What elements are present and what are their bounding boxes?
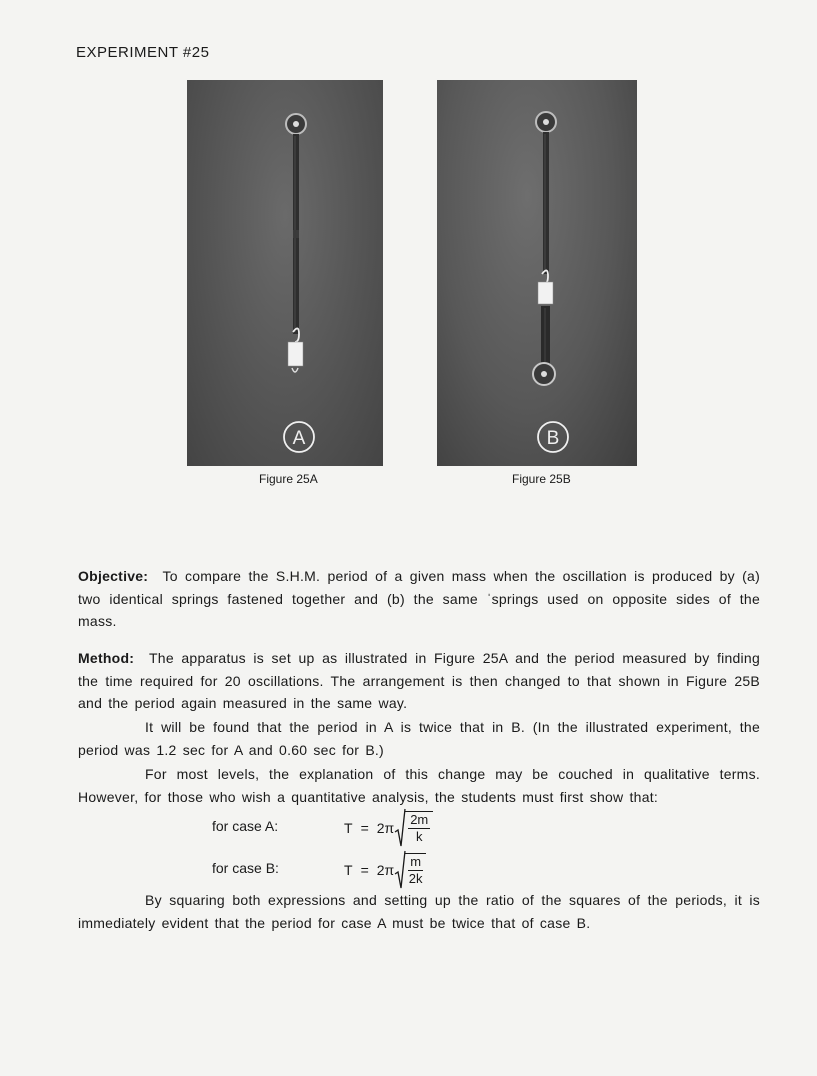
formula-b-numerator: m [410, 854, 422, 869]
formula-b-radical [394, 850, 426, 890]
formula-case-a [344, 808, 433, 848]
figure-a-circle-label: A [292, 428, 306, 449]
objective-paragraph [78, 565, 760, 633]
formula-b-coefficient: 2π [376, 862, 395, 878]
formula-b-denominator: 2k [408, 871, 423, 886]
spring-apparatus-b-illustration [437, 80, 637, 466]
formula-a-radical [394, 808, 433, 848]
figure-25b-caption: Figure 25B [512, 472, 571, 486]
spring-apparatus-a-illustration [187, 80, 383, 466]
formula-a-coefficient: 2π [376, 820, 395, 836]
objective-heading: Objective: [78, 568, 149, 584]
formula-a-fraction [405, 811, 433, 845]
method-heading: Method: [78, 650, 135, 666]
case-a-label: for case A: [212, 818, 279, 834]
objective-text: To compare the S.H.M. period of a given mass when the oscillation is produced by (a) two identical springs fastened together and (b) the same ˈsprings used on opposite sides of the mass. [78, 568, 760, 630]
figure-25a-caption: Figure 25A [259, 472, 318, 486]
case-b-label: for case B: [212, 860, 279, 876]
figure-25b-photo [437, 80, 637, 466]
figure-b-circle-label: B [546, 428, 560, 449]
formula-a-equals: = [360, 820, 369, 836]
conclusion-paragraph: By squaring both expressions and setting up the ratio of the squares of the periods, it is immediately evident that the period for case A must be twice that of case B. [78, 892, 760, 931]
formula-a-lhs: T [344, 820, 353, 836]
result-paragraph: It will be found that the period in A is twice that in B. (In the illustrated experiment, the period was 1.2 sec for A and 0.60 sec for B.) [78, 719, 760, 758]
figure-25a-photo [187, 80, 383, 466]
formula-a-denominator: k [415, 829, 423, 844]
formula-case-b [344, 850, 426, 890]
formula-b-lhs: T [344, 862, 353, 878]
formula-b-fraction [405, 853, 426, 887]
method-text: The apparatus is set up as illustrated in Figure 25A and the period measured by finding the time required for 20 oscillations. The arrangement is then changed to that shown in Figure 25B and the period again measured in the same way. [78, 650, 760, 712]
formula-b-equals: = [360, 862, 369, 878]
analysis-paragraph: For most levels, the explanation of this change may be couched in qualitative terms. However, for those who wish a quantitative analysis, the students must first show that: [78, 766, 760, 805]
method-paragraph [78, 647, 760, 715]
formula-a-numerator: 2m [410, 812, 429, 827]
page-title: EXPERIMENT #25 [76, 44, 210, 61]
